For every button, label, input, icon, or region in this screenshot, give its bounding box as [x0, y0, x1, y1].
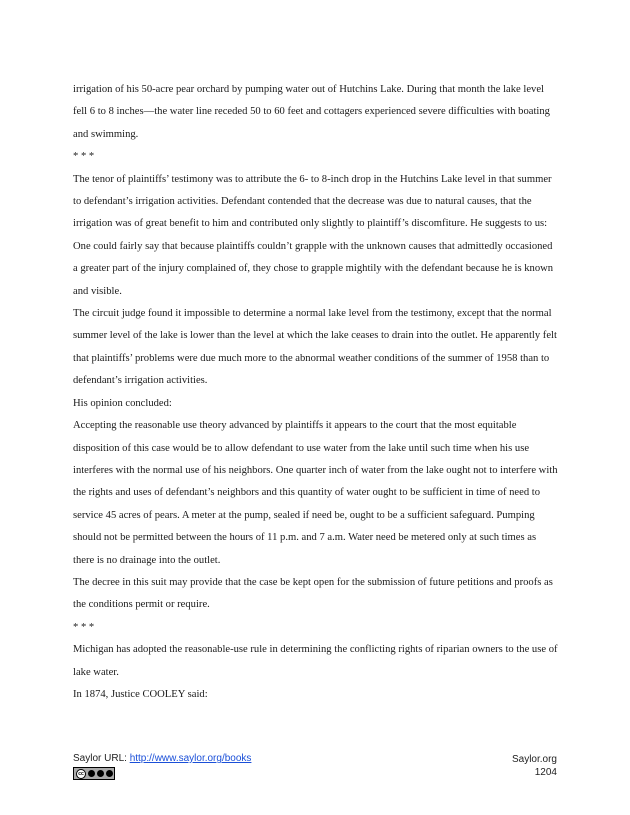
sa-icon	[106, 770, 113, 777]
by-icon	[88, 770, 95, 777]
paragraph-8: Michigan has adopted the reasonable-use rule in determining the conflicting rights of riparian owners to the use of lake water.	[73, 644, 558, 678]
saylor-url-link[interactable]: http://www.saylor.org/books	[129, 753, 252, 764]
paragraph-9: In 1874, Justice COOLEY said:	[73, 688, 208, 700]
paragraph-2: The tenor of plaintiffs’ testimony was to attribute the 6- to 8-inch drop in the Hutchins Lake level in that summer to defendant’s irrigation activities. Defendant contended that the decrease was due to natural causes, that the irrigation was of great benefit to him and contributed only slightly to plaintiff’s discomfiture. He suggests to us:	[73, 173, 552, 230]
paragraph-1: irrigation of his 50-acre pear orchard by pumping water out of Hutchins Lake. During that month the lake level fell 6 to 8 inches—the water line receded 50 to 60 feet and cottagers experienced severe difficulties with boating and swimming.	[73, 84, 550, 140]
section-break-2: * * *	[73, 621, 95, 633]
paragraph-5: His opinion concluded:	[73, 397, 172, 409]
section-break-1: * * *	[73, 151, 95, 163]
nc-icon	[97, 770, 104, 777]
footer-right	[512, 753, 557, 779]
saylor-url-label: Saylor URL:	[73, 753, 130, 764]
page-number: 1204	[534, 767, 557, 778]
paragraph-6: Accepting the reasonable use theory advanced by plaintiffs it appears to the court that the most equitable disposition of this case would be to allow defendant to use water from the lake until such time when his use interferes with the normal use of his neighbors. One quarter inch of water from the lake ought not to interfere with the rights and uses of defendant’s neighbors and this quantity of water ought to be sufficient in time of need to service 45 acres of pears. A meter at the pump, sealed if need be, ought to be a sufficient safeguard. Pumping should not be permitted between the hours of 11 p.m. and 7 a.m. Water need be metered only at such times as there is no drainage into the outlet.	[73, 420, 558, 566]
footer-site: Saylor.org	[511, 754, 557, 765]
footer-saylor-url	[73, 753, 251, 764]
paragraph-3: One could fairly say that because plaintiffs couldn’t grapple with the unknown causes that admittedly occasioned a greater part of the injury complained of, they chose to grapple mightily with the defendant because he is known and visible.	[73, 240, 554, 297]
paragraph-7: The decree in this suit may provide that the case be kept open for the submission of future petitions and proofs as the conditions permit or require.	[73, 576, 553, 611]
body-text	[73, 79, 558, 706]
cc-icon: cc	[76, 769, 86, 779]
creative-commons-license-icon	[73, 767, 115, 780]
paragraph-4: The circuit judge found it impossible to determine a normal lake level from the testimony, except that the normal summer level of the lake is lower than the level at which the lake ceases to drain into the outlet. He apparently felt that plaintiffs’ problems were due much more to the abnormal weather conditions of the summer of 1958 than to defendant’s irrigation activities.	[73, 308, 557, 387]
